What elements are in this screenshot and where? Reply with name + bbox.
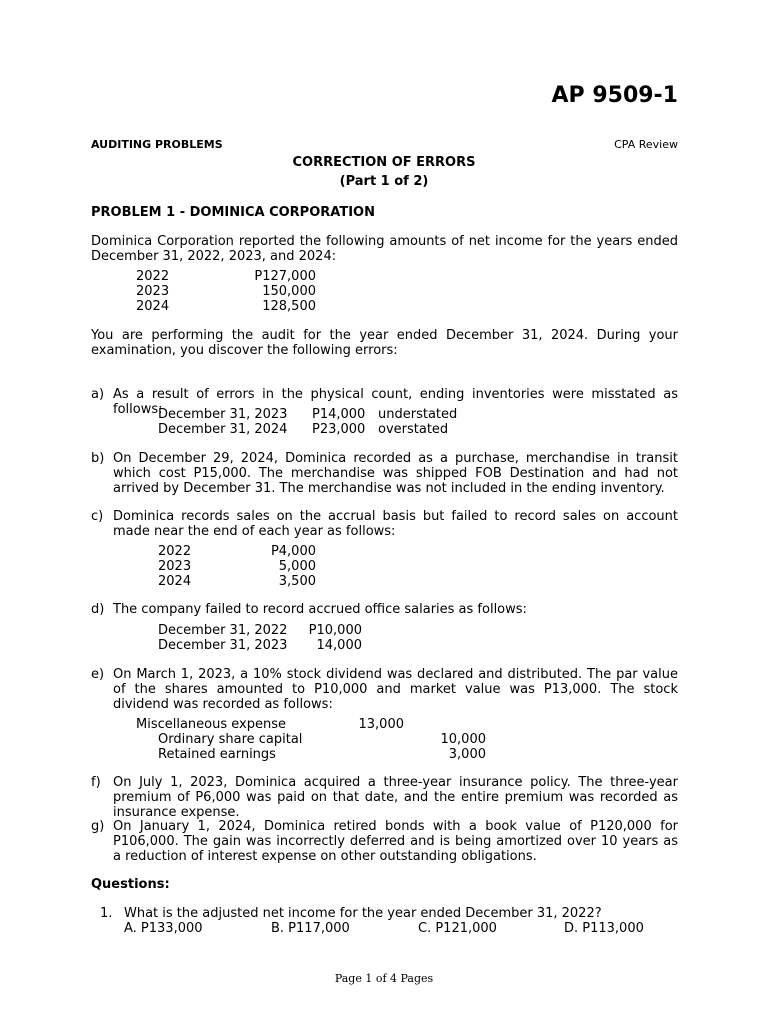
credit-cell: 10,000 bbox=[440, 732, 486, 747]
error-item-g bbox=[91, 819, 678, 864]
page-subtitle: (Part 1 of 2) bbox=[339, 174, 429, 189]
audit-paragraph: You are performing the audit for the year ended December 31, 2024. During your examination, you discover the following errors: bbox=[91, 328, 678, 358]
choice-c: C. P121,000 bbox=[418, 921, 497, 936]
date-cell: December 31, 2023 bbox=[158, 407, 288, 422]
problem-title: PROBLEM 1 - DOMINICA CORPORATION bbox=[91, 205, 375, 220]
choice-b: B. P117,000 bbox=[271, 921, 350, 936]
year-cell: 2024 bbox=[158, 574, 192, 589]
credit-cell: 3,000 bbox=[448, 747, 486, 762]
status-cell: overstated bbox=[378, 422, 449, 437]
date-cell: December 31, 2024 bbox=[158, 422, 288, 437]
item-text: On January 1, 2024, Dominica retired bonds with a book value of P120,000 for P106,000. The gain was incorrectly deferred and is being amortized over 10 years as a reduction of interest expense on other outstanding obligations. bbox=[113, 819, 678, 864]
item-label: e) bbox=[91, 667, 105, 682]
status-cell: understated bbox=[378, 407, 458, 422]
amount-cell: P10,000 bbox=[308, 623, 362, 638]
choice-d: D. P113,000 bbox=[564, 921, 644, 936]
question-number: 1. bbox=[100, 906, 113, 921]
choice-a: A. P133,000 bbox=[124, 921, 203, 936]
item-label: c) bbox=[91, 509, 104, 524]
document-code: AP 9509-1 bbox=[551, 83, 678, 108]
amount-cell: P4,000 bbox=[270, 544, 316, 559]
amount-cell: P14,000 bbox=[312, 407, 366, 422]
item-text: The company failed to record accrued office salaries as follows: bbox=[113, 602, 527, 617]
amount-cell: 5,000 bbox=[278, 559, 316, 574]
amount-cell: P23,000 bbox=[312, 422, 366, 437]
year-cell: 2022 bbox=[158, 544, 192, 559]
item-label: a) bbox=[91, 387, 105, 402]
page-footer: Page 1 of 4 Pages bbox=[334, 972, 434, 985]
item-text: On December 29, 2024, Dominica recorded as a purchase, merchandise in transit which cost P15,000. The merchandise was shipped FOB Destination and had not arrived by December 31. The merchandise was not included in the ending inventory. bbox=[113, 451, 678, 496]
year-cell: 2023 bbox=[136, 284, 170, 299]
item-text: Dominica records sales on the accrual basis but failed to record sales on account made near the end of each year as follows: bbox=[113, 509, 678, 539]
error-item-e bbox=[91, 667, 678, 712]
question-1 bbox=[91, 906, 678, 921]
header-course: CPA Review bbox=[614, 138, 678, 151]
account-cell: Miscellaneous expense bbox=[136, 717, 286, 732]
question-text: What is the adjusted net income for the year ended December 31, 2022? bbox=[124, 906, 602, 921]
error-item-b bbox=[91, 451, 678, 496]
item-text: As a result of errors in the physical count, ending inventories were misstated as follows: bbox=[113, 387, 678, 417]
item-text: On July 1, 2023, Dominica acquired a three-year insurance policy. The three-year premium of P6,000 was paid on that date, and the entire premium was recorded as insurance expense. bbox=[113, 775, 678, 820]
amount-cell: 150,000 bbox=[262, 284, 316, 299]
amount-cell: 14,000 bbox=[316, 638, 362, 653]
item-label: b) bbox=[91, 451, 105, 466]
account-cell: Retained earnings bbox=[158, 747, 276, 762]
item-label: d) bbox=[91, 602, 105, 617]
account-cell: Ordinary share capital bbox=[158, 732, 303, 747]
questions-heading: Questions: bbox=[91, 877, 170, 892]
page-title: CORRECTION OF ERRORS bbox=[292, 155, 476, 170]
year-cell: 2024 bbox=[136, 299, 170, 314]
amount-cell: 128,500 bbox=[262, 299, 316, 314]
date-cell: December 31, 2022 bbox=[158, 623, 288, 638]
year-cell: 2023 bbox=[158, 559, 192, 574]
error-item-c bbox=[91, 509, 678, 539]
intro-paragraph: Dominica Corporation reported the following amounts of net income for the years ended December 31, 2022, 2023, and 2024: bbox=[91, 234, 678, 264]
amount-cell: P127,000 bbox=[254, 269, 316, 284]
error-item-d bbox=[91, 602, 678, 617]
date-cell: December 31, 2023 bbox=[158, 638, 288, 653]
error-item-f bbox=[91, 775, 678, 820]
header-subject: AUDITING PROBLEMS bbox=[91, 138, 223, 151]
item-label: g) bbox=[91, 819, 105, 834]
item-label: f) bbox=[91, 775, 101, 790]
amount-cell: 3,500 bbox=[278, 574, 316, 589]
debit-cell: 13,000 bbox=[358, 717, 404, 732]
item-text: On March 1, 2023, a 10% stock dividend was declared and distributed. The par value of the shares amounted to P10,000 and market value was P13,000. The stock dividend was recorded as follows: bbox=[113, 667, 678, 712]
year-cell: 2022 bbox=[136, 269, 170, 284]
